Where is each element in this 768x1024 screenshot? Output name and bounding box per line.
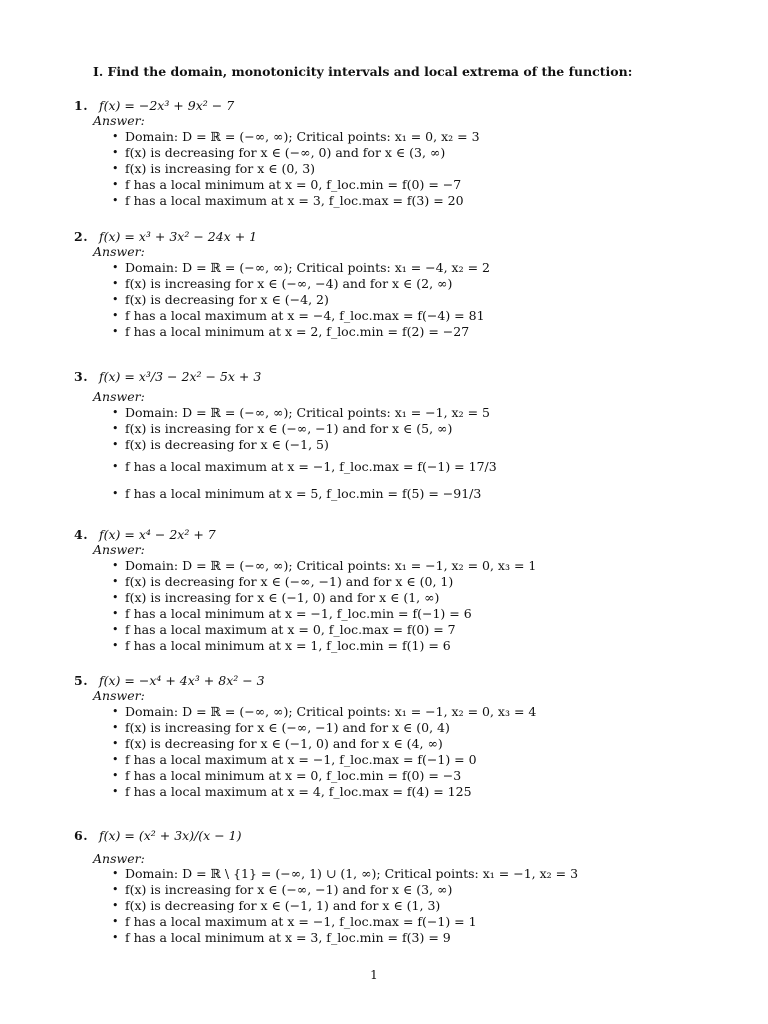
problem-formula: f(x) = x⁴ − 2x² + 7 [99,527,216,542]
problem-number: 1. [74,98,89,113]
page-number: 1 [370,968,378,982]
answer-item: • f has a local maximum at x = −1, f_loc.max = f(−1) = 1 [112,914,578,930]
answer-item: • f has a local minimum at x = 1, f_loc.min = f(1) = 6 [112,638,536,654]
answer-label: Answer: [93,389,145,404]
answer-item: • f has a local minimum at x = 0, f_loc.min = f(0) = −7 [112,177,480,193]
answer-item: • f(x) is decreasing for x ∈ (−1, 1) and for x ∈ (1, 3) [112,898,578,914]
answer-item: • f(x) is increasing for x ∈ (−1, 0) and for x ∈ (1, ∞) [112,590,536,606]
answer-item: • f has a local maximum at x = 0, f_loc.max = f(0) = 7 [112,622,536,638]
answer-item: • Domain: D = ℝ \ {1} = (−∞, 1) ∪ (1, ∞); Critical points: x₁ = −1, x₂ = 3 [112,866,578,882]
answer-item: • f has a local minimum at x = 2, f_loc.min = f(2) = −27 [112,324,490,340]
answer-item: • f has a local maximum at x = −1, f_loc.max = f(−1) = 0 [112,752,536,768]
answer-list [112,129,480,209]
answer-item: • f has a local minimum at x = 3, f_loc.min = f(3) = 9 [112,930,578,946]
problem-formula: f(x) = (x² + 3x)/(x − 1) [99,828,242,843]
answer-item: • f(x) is increasing for x ∈ (−∞, −1) and for x ∈ (3, ∞) [112,882,578,898]
answer-item: • f(x) is decreasing for x ∈ (−∞, 0) and for x ∈ (3, ∞) [112,145,480,161]
problem-formula: f(x) = x³ + 3x² − 24x + 1 [99,229,258,244]
answer-item: • f(x) is decreasing for x ∈ (−4, 2) [112,292,490,308]
answer-list [112,704,536,800]
answer-item: • f has a local maximum at x = −1, f_loc.max = f(−1) = 17/3 [112,453,497,480]
answer-item: • f(x) is increasing for x ∈ (−∞, −4) and for x ∈ (2, ∞) [112,276,490,292]
answer-item: • f(x) is increasing for x ∈ (0, 3) [112,161,480,177]
answer-label: Answer: [93,851,145,866]
problem-number: 2. [74,229,89,244]
answer-item: • Domain: D = ℝ = (−∞, ∞); Critical points: x₁ = −1, x₂ = 5 [112,405,497,421]
answer-list [112,558,536,654]
answer-item: • Domain: D = ℝ = (−∞, ∞); Critical points: x₁ = 0, x₂ = 3 [112,129,480,145]
answer-item: • f has a local maximum at x = 3, f_loc.max = f(3) = 20 [112,193,480,209]
problem-formula: f(x) = −2x³ + 9x² − 7 [99,98,235,113]
answer-item: • Domain: D = ℝ = (−∞, ∞); Critical points: x₁ = −4, x₂ = 2 [112,260,490,276]
answer-list [112,866,578,946]
problem-number: 5. [74,673,89,688]
problem-formula: f(x) = x³/3 − 2x² − 5x + 3 [99,369,262,384]
answer-label: Answer: [93,113,145,128]
problem-number: 6. [74,828,89,843]
answer-item: • f has a local minimum at x = −1, f_loc.min = f(−1) = 6 [112,606,536,622]
answer-list [112,405,497,507]
answer-list [112,260,490,340]
answer-item: • f(x) is decreasing for x ∈ (−1, 0) and for x ∈ (4, ∞) [112,736,536,752]
answer-item: • f(x) is decreasing for x ∈ (−∞, −1) and for x ∈ (0, 1) [112,574,536,590]
problem-formula: f(x) = −x⁴ + 4x³ + 8x² − 3 [99,673,265,688]
answer-label: Answer: [93,542,145,557]
problem-number: 3. [74,369,89,384]
answer-item: • f(x) is decreasing for x ∈ (−1, 5) [112,437,497,453]
answer-label: Answer: [93,244,145,259]
answer-item: • f has a local minimum at x = 0, f_loc.min = f(0) = −3 [112,768,536,784]
answer-label: Answer: [93,688,145,703]
answer-item: • f(x) is increasing for x ∈ (−∞, −1) and for x ∈ (0, 4) [112,720,536,736]
answer-item: • f has a local maximum at x = −4, f_loc.max = f(−4) = 81 [112,308,490,324]
problem-number: 4. [74,527,89,542]
answer-item: • f has a local minimum at x = 5, f_loc.min = f(5) = −91/3 [112,480,497,507]
answer-item: • Domain: D = ℝ = (−∞, ∞); Critical points: x₁ = −1, x₂ = 0, x₃ = 1 [112,558,536,574]
exercise-heading: I. Find the domain, monotonicity intervals and local extrema of the function: [93,64,633,79]
answer-item: • Domain: D = ℝ = (−∞, ∞); Critical points: x₁ = −1, x₂ = 0, x₃ = 4 [112,704,536,720]
answer-item: • f(x) is increasing for x ∈ (−∞, −1) and for x ∈ (5, ∞) [112,421,497,437]
answer-item: • f has a local maximum at x = 4, f_loc.max = f(4) = 125 [112,784,536,800]
